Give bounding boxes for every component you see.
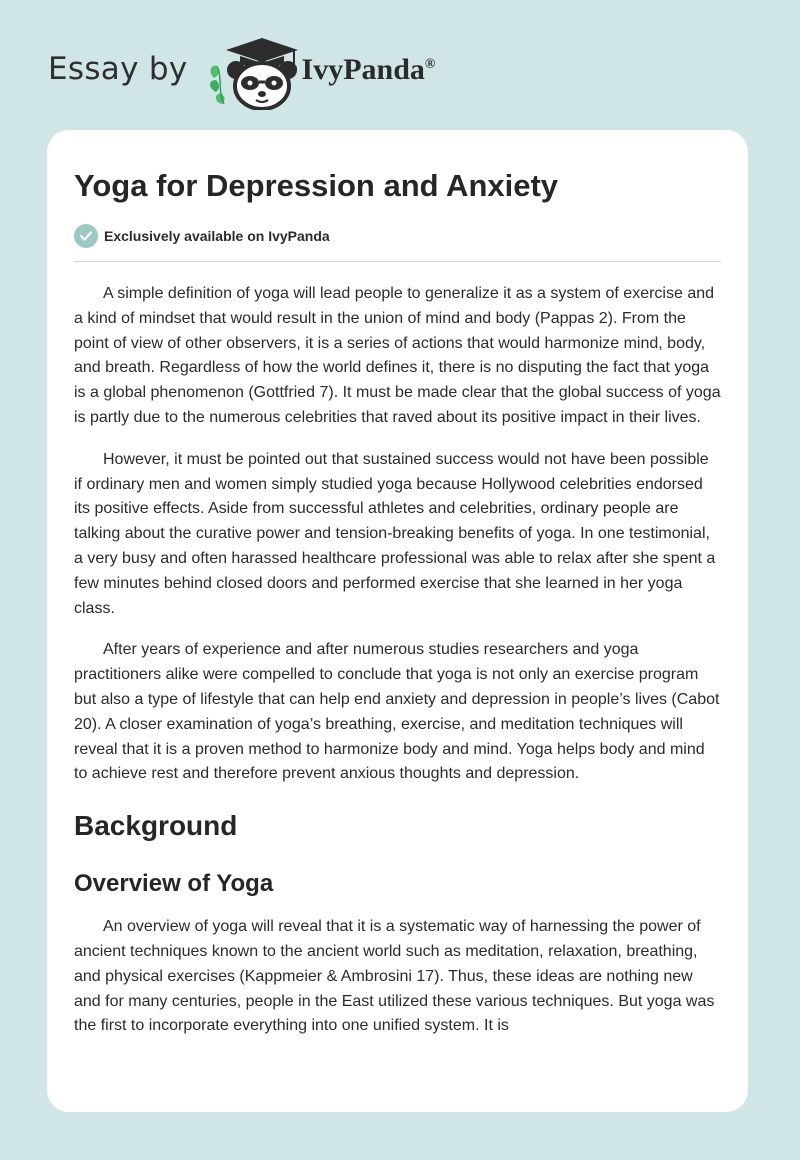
paragraph-2: However, it must be pointed out that sustained success would not have been possible if ordinary men and women simply studied yoga because Hollywood celebrities endorsed its positive effects. Aside from successful athletes and celebrities, ordinary people are talking about the curative power and tension-breaking benefits of yoga. In one testimonial, a very busy and often harassed healthcare professional was able to relax after she spent a few minutes behind closed doors and performed exercise that she learned in her yoga class. — [74, 450, 716, 617]
brand-name-text: IvyPanda — [301, 53, 425, 86]
exclusive-badge — [74, 224, 721, 248]
paragraph-1: A simple definition of yoga will lead people to generalize it as a system of exercise and a kind of mindset that would result in the union of mind and body (Pappas 2). From the point of view of other observers, it is a series of actions that would harmonize mind, body, and breath. Regardless of how the world defines it, there is no disputing the fact that yoga is a global phenomenon (Gottfried 7). It must be made clear that the global success of yoga is partly due to the numerous celebrities that raved about its positive impact in their lives. — [74, 285, 721, 426]
registered-mark: ® — [424, 57, 436, 72]
subsection-heading-overview: Overview of Yoga — [74, 870, 274, 898]
brand-prefix: Essay by — [48, 51, 188, 87]
paragraph-overview: An overview of yoga will reveal that it is a systematic way of harnessing the power of ancient techniques known to the ancient world such as meditation, relaxation, breathing, and physical exercises (Kappmeier & Ambrosini 17). Thus, these ideas are nothing new and for many centuries, people in the East utilized these various techniques. But yoga was the first to incorporate everything into one unified system. It is — [74, 918, 715, 1035]
panda-logo-icon[interactable] — [204, 34, 300, 110]
article-card — [47, 130, 748, 1112]
article-title: Yoga for Depression and Anxiety — [74, 168, 559, 203]
brand-name — [302, 53, 436, 87]
check-circle-icon — [74, 224, 98, 248]
section-heading-background: Background — [74, 810, 238, 842]
title-divider — [74, 261, 721, 262]
exclusive-label: Exclusively available on IvyPanda — [104, 228, 330, 244]
paragraph-3: After years of experience and after numerous studies researchers and yoga practitioners alike were compelled to conclude that yoga is not only an exercise program but also a type of lifestyle that can help end anxiety and depression in people’s lives (Cabot 20). A closer examination of yoga’s breathing, exercise, and meditation techniques will reveal that it is a proven method to harmonize body and mind. Yoga helps body and mind to achieve rest and therefore prevent anxious thoughts and depression. — [74, 641, 720, 783]
brand-header — [48, 34, 435, 110]
